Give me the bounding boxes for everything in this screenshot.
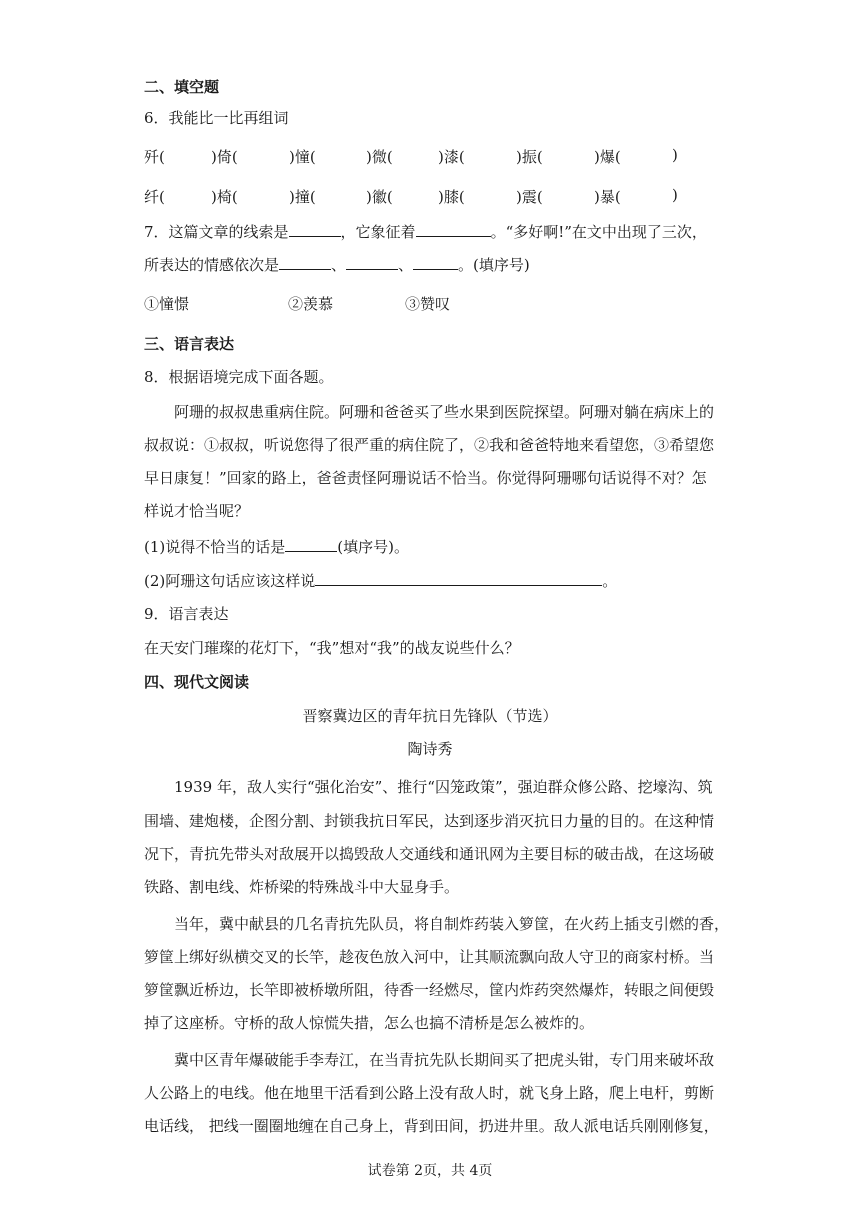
q7-text: ，它象征着 (340, 223, 416, 241)
q8-paragraph-line: 叔叔说：①叔叔，听说您得了很严重的病住院了，②我和爸爸特地来看望您，③希望您 (144, 436, 715, 454)
q7-text: 、 (398, 256, 414, 274)
answer-blank[interactable] (315, 571, 602, 586)
reading-line: 人公路上的电线。他在地里干活看到公路上没有敌人时，就飞身上路，爬上电杆，剪断 (144, 1084, 715, 1102)
reading-line: 冀中区青年爆破能手李寿江，在当青抗先队长期间买了把虎头钳，专门用来破坏敌 (174, 1051, 715, 1069)
q9-prompt: 在天安门璀璨的花灯下，“我”想对“我”的战友说些什么？ (144, 639, 520, 657)
reading-title: 晋察冀边区的青年抗日先锋队（节选） (302, 707, 558, 725)
reading-line: 箩筐上绑好纵横交叉的长竿，趁夜色放入河中，让其顺流飘向敌人守卫的商家村桥。当 (144, 948, 715, 966)
reading-line: 1939 年，敌人实行“强化治安”、推行“囚笼政策”，强迫群众修公路、挖壕沟、筑 (174, 778, 713, 796)
q7-text: 、 (331, 256, 347, 274)
q7-option-3: ③赞叹 (405, 295, 451, 313)
q8-text: 。 (602, 572, 618, 590)
q6-cell: 纤( (144, 188, 165, 206)
q6-cell: ) (672, 186, 678, 204)
reading-line: 当年，冀中献县的几名青抗先队员，将自制炸药装入箩筐，在火药上插支引燃的香， (174, 915, 730, 933)
q8-subquestion-1 (144, 536, 409, 557)
q7-option-1: ①憧憬 (144, 295, 190, 313)
q8-paragraph-line: 阿珊的叔叔患重病住院。阿珊和爸爸买了些水果到医院探望。阿珊对躺在病床上的 (174, 403, 715, 421)
q7-line-1 (144, 221, 707, 242)
answer-blank[interactable] (289, 222, 341, 237)
q8-text: (2)阿珊这句话应该这样说 (144, 572, 316, 590)
q8-subquestion-2 (144, 570, 617, 591)
q8-text: (填序号)。 (337, 538, 409, 556)
reading-line: 掉了这座桥。守桥的敌人惊慌失措，怎么也搞不清桥是怎么被炸的。 (144, 1014, 595, 1032)
q6-cell: )暴( (594, 188, 621, 206)
answer-blank[interactable] (413, 255, 458, 270)
reading-line: 围墙、建炮楼，企图分割、封锁我抗日军民，达到逐步消灭抗日力量的目的。在这种情 (144, 812, 715, 830)
reading-line: 况下，青抗先带头对敌展开以捣毁敌人交通线和通讯网为主要目标的破击战，在这场破 (144, 845, 715, 863)
q6-cell: )膝( (438, 188, 465, 206)
answer-blank[interactable] (416, 222, 491, 237)
q8-text: (1)说得不恰当的话是 (144, 538, 286, 556)
reading-line: 箩筐飘近桥边，长竿即被桥墩所阻，待香一经燃尽，筐内炸药突然爆炸，转眼之间便毁 (144, 981, 715, 999)
q9-title: 9．语言表达 (144, 605, 229, 623)
q6-title: 6．我能比一比再组词 (144, 109, 289, 127)
answer-blank[interactable] (346, 255, 398, 270)
q6-cell: )徽( (366, 188, 393, 206)
q6-cell: )椅( (211, 188, 238, 206)
q7-line-2 (144, 254, 530, 275)
q6-cell: )微( (366, 148, 393, 166)
q8-paragraph-line: 样说才恰当呢？ (144, 502, 250, 520)
reading-line: 铁路、割电线、炸桥梁的特殊战斗中大显身手。 (144, 878, 460, 896)
q6-cell: )振( (516, 148, 543, 166)
reading-line: 电话线， 把线一圈圈地缠在自己身上，背到田间，扔进井里。敌人派电话兵刚刚修复， (144, 1117, 719, 1135)
q6-cell: 歼( (144, 148, 165, 166)
q8-title: 8．根据语境完成下面各题。 (144, 368, 334, 386)
q8-paragraph-line: 早日康复！”回家的路上，爸爸责怪阿珊说话不恰当。你觉得阿珊哪句话说得不对？怎 (144, 469, 707, 487)
q6-cell: )倚( (211, 148, 238, 166)
q6-cell: )憧( (289, 148, 316, 166)
answer-blank[interactable] (279, 255, 331, 270)
q6-cell: )漆( (438, 148, 465, 166)
answer-blank[interactable] (285, 537, 337, 552)
q7-text: 7．这篇文章的线索是 (144, 223, 289, 241)
page-footer: 试卷第 2页，共 4页 (367, 1163, 493, 1179)
q6-cell: ) (672, 146, 678, 164)
section-heading-fill-blank: 二、填空题 (144, 78, 220, 96)
q7-text: 。(填序号) (458, 256, 530, 274)
section-heading-language: 三、语言表达 (144, 335, 235, 353)
reading-author: 陶诗秀 (407, 740, 453, 758)
q7-text: 所表达的情感依次是 (144, 256, 280, 274)
q6-cell: )爆( (594, 148, 621, 166)
q7-option-2: ②羡慕 (288, 295, 334, 313)
section-heading-reading: 四、现代文阅读 (144, 673, 250, 691)
q7-text: 。“多好啊!”在文中出现了三次， (490, 223, 707, 241)
q6-cell: )撞( (289, 188, 316, 206)
q6-cell: )震( (516, 188, 543, 206)
